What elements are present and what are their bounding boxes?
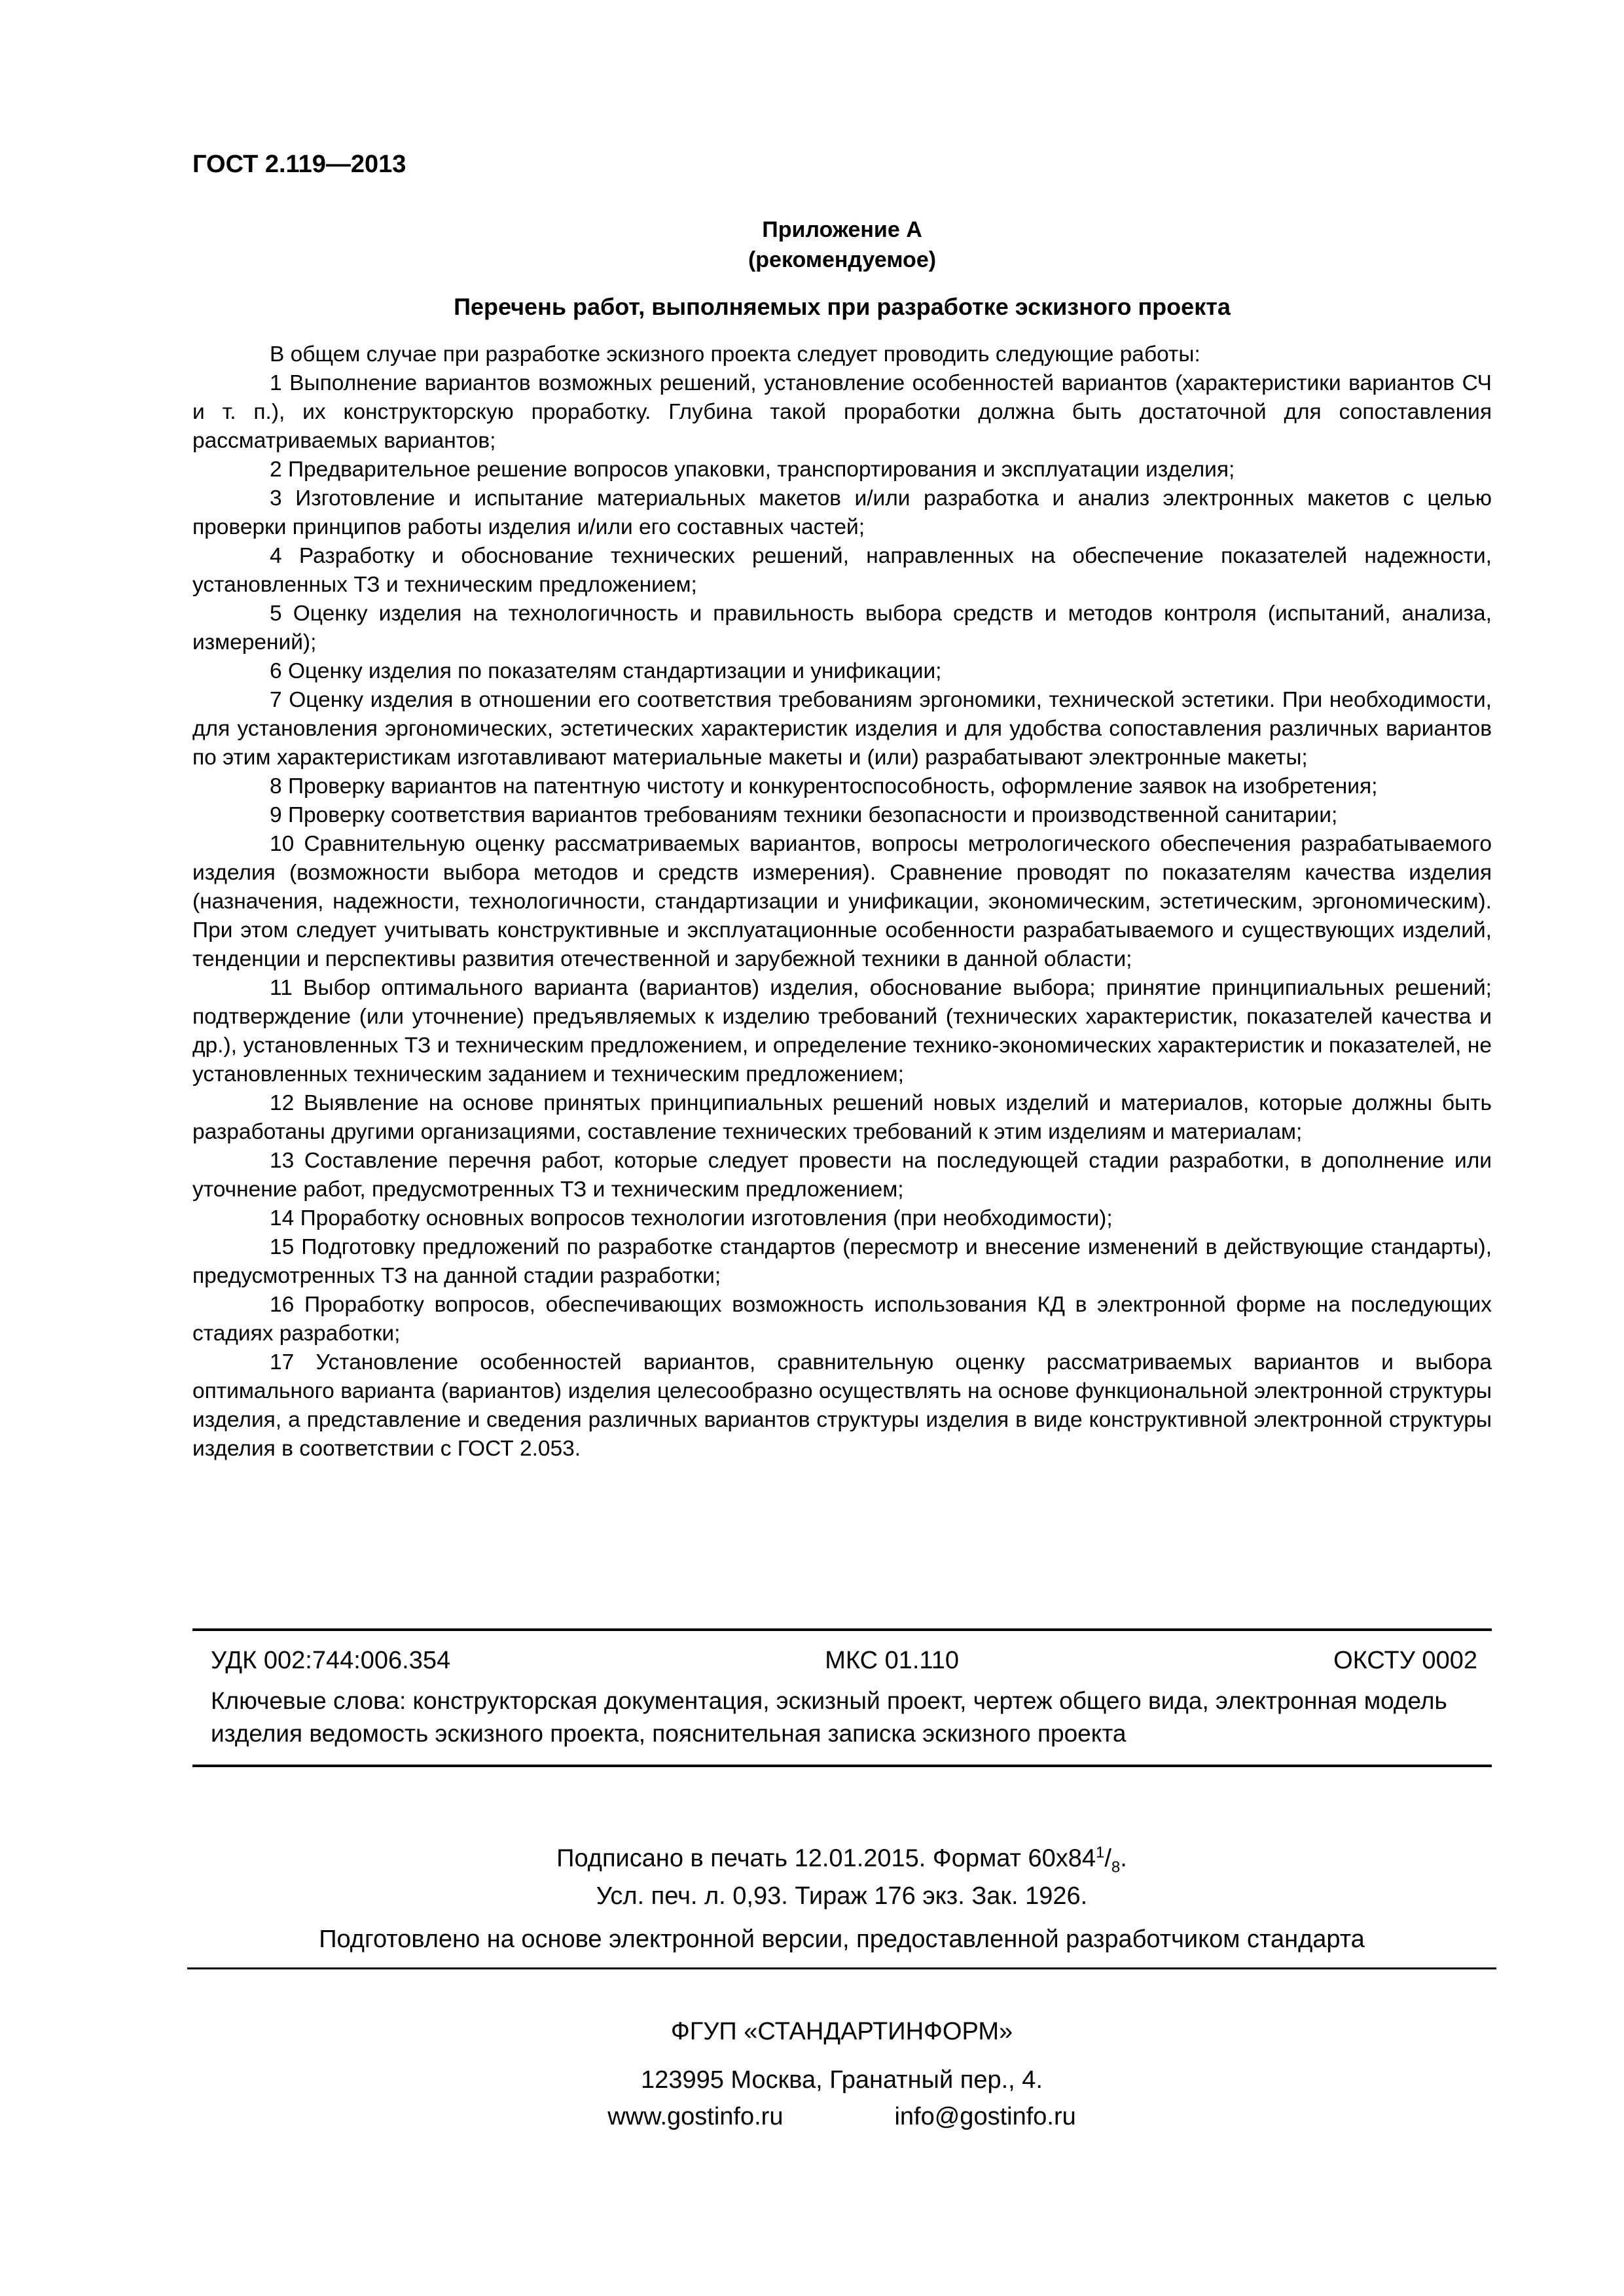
list-item: 2 Предварительное решение вопросов упаковки, транспортирования и эксплуатации изделия; [270, 457, 1235, 482]
list-item: 6 Оценку изделия по показателям стандартизации и унификации; [270, 659, 942, 683]
list-item: 4 Разработку и обоснование технических решений, направленных на обеспечение показателей надежности, установленных ТЗ и техническим предложением; [192, 544, 1492, 597]
okstu-code: ОКСТУ 0002 [1333, 1647, 1477, 1674]
email-link[interactable]: info@gostinfo.ru [894, 2103, 1076, 2130]
list-item: 11 Выбор оптимального варианта (вариантов) изделия, обоснование выбора; принятие принципиальных решений; подтверждение (или уточнение) предъявляемых к изделию требований (технических характеристик, показателей качества и др.), установленных ТЗ и техническим предложением, и определение технико-экономических характеристик и показателей, не установленных техническим заданием и техническим предложением; [192, 976, 1492, 1086]
list-item: 8 Проверку вариантов на патентную чистоту и конкурентоспособность, оформление заявок на изобретения; [270, 774, 1378, 798]
list-item: 9 Проверку соответствия вариантов требованиям техники безопасности и производственной санитарии; [270, 803, 1338, 827]
list-item: 1 Выполнение вариантов возможных решений, установление особенностей вариантов (характеристики вариантов СЧ и т. п.), их конструкторскую проработку. Глубина такой проработки должна быть достаточной для сопоставления рассматриваемых вариантов; [192, 371, 1492, 453]
website-link[interactable]: www.gostinfo.ru [607, 2103, 784, 2130]
list-item: 10 Сравнительную оценку рассматриваемых вариантов, вопросы метрологического обеспечения разрабатываемого изделия (возможности выбора методов и средств измерения). Сравнение проводят по показателям качества изделия (назначения, надежности, технологичности, стандартизации и унификации, экономическим, эстетическим, эргономическим). При этом следует учитывать конструктивные и эксплуатационные особенности разрабатываемого и существующих изделий, тенденции и перспективы развития отечественной и зарубежной техники в данной области; [192, 832, 1492, 971]
list-item: 3 Изготовление и испытание материальных макетов и/или разработка и анализ электронных макетов с целью проверки принципов работы изделия и/или его составных частей; [192, 486, 1492, 539]
bibliographic-block [192, 1628, 1492, 1767]
publisher-address: 123995 Москва, Гранатный пер., 4. [641, 2066, 1043, 2094]
list-item: 14 Проработку основных вопросов технологии изготовления (при необходимости); [270, 1206, 1113, 1230]
signed-to-print: Подписано в печать 12.01.2015. Формат $60x84^1/_8$. [556, 1844, 1127, 1876]
classification-codes [211, 1644, 1477, 1677]
format-end: . [1120, 1844, 1127, 1873]
list-item: 16 Проработку вопросов, обеспечивающих возможность использования КД в электронной форме на последующих стадиях разработки; [192, 1293, 1492, 1346]
paragraph-intro: В общем случае при разработке эскизного проекта следует проводить следующие работы: [270, 342, 1200, 367]
section-title: Перечень работ, выполняемых при разработке эскизного проекта [454, 293, 1231, 320]
publisher-block [187, 2013, 1496, 2135]
divider [187, 1967, 1496, 1969]
format-denominator: 8 [1111, 1858, 1121, 1876]
format-numerator: 1 [1095, 1844, 1105, 1861]
list-item: 12 Выявление на основе принятых принципиальных решений новых изделий и материалов, которые должны быть разработаны другими организациями, составление технических требований к этим изделиям и материалам; [192, 1091, 1492, 1144]
body-text [192, 340, 1492, 1463]
publisher-name: ФГУП «СТАНДАРТИНФОРМ» [670, 2018, 1013, 2045]
list-item: 13 Составление перечня работ, которые следует провести на последующей стадии разработки, в дополнение или уточнение работ, предусмотренных ТЗ и техническим предложением; [192, 1149, 1492, 1202]
mks-code: МКС 01.110 [825, 1647, 959, 1674]
imprint-block [187, 1833, 1496, 1969]
list-item: 15 Подготовку предложений по разработке стандартов (пересмотр и внесение изменений в действующие стандарты), предусмотренных ТЗ на данной стадии разработки; [192, 1235, 1492, 1288]
list-item: 7 Оценку изделия в отношении его соответствия требованиям эргономики, технической эстетики. При необходимости, для установления эргономических, эстетических характеристик изделия и для удобства сопоставления различных вариантов по этим характеристикам изготавливают материальные макеты и (или) разрабатывают электронные макеты; [192, 688, 1492, 770]
document-number: ГОСТ 2.119—2013 [192, 151, 406, 178]
list-item: 5 Оценку изделия на технологичность и правильность выбора средств и методов контроля (испытаний, анализа, измерений); [192, 601, 1492, 655]
appendix-status: (рекомендуемое) [748, 247, 937, 272]
udc-code: УДК 002:744:006.354 [211, 1647, 451, 1674]
prepared-note: Подготовлено на основе электронной версии, предоставленной разработчиком стандарта [319, 1926, 1365, 1953]
appendix-heading [192, 215, 1492, 275]
list-item: 17 Установление особенностей вариантов, сравнительную оценку рассматриваемых вариантов и выбора оптимального варианта (вариантов) изделия целесообразно осуществлять на основе функциональной электронной структуры изделия, а представление и сведения различных вариантов структуры изделия в виде конструктивной электронной структуры изделия в соответствии с ГОСТ 2.053. [192, 1350, 1492, 1461]
publisher-contacts [187, 2098, 1496, 2135]
print-info: Усл. печ. л. 0,93. Тираж 176 экз. Зак. 1926. [596, 1882, 1088, 1910]
signed-text: Подписано в печать 12.01.2015. Формат 60x84 [556, 1844, 1096, 1873]
appendix-title: Приложение А [762, 217, 922, 242]
keywords: Ключевые слова: конструкторская документация, эскизный проект, чертеж общего вида, электронная модель изделия ведомость эскизного проекта, пояснительная записка эскизного проекта [211, 1687, 1447, 1747]
